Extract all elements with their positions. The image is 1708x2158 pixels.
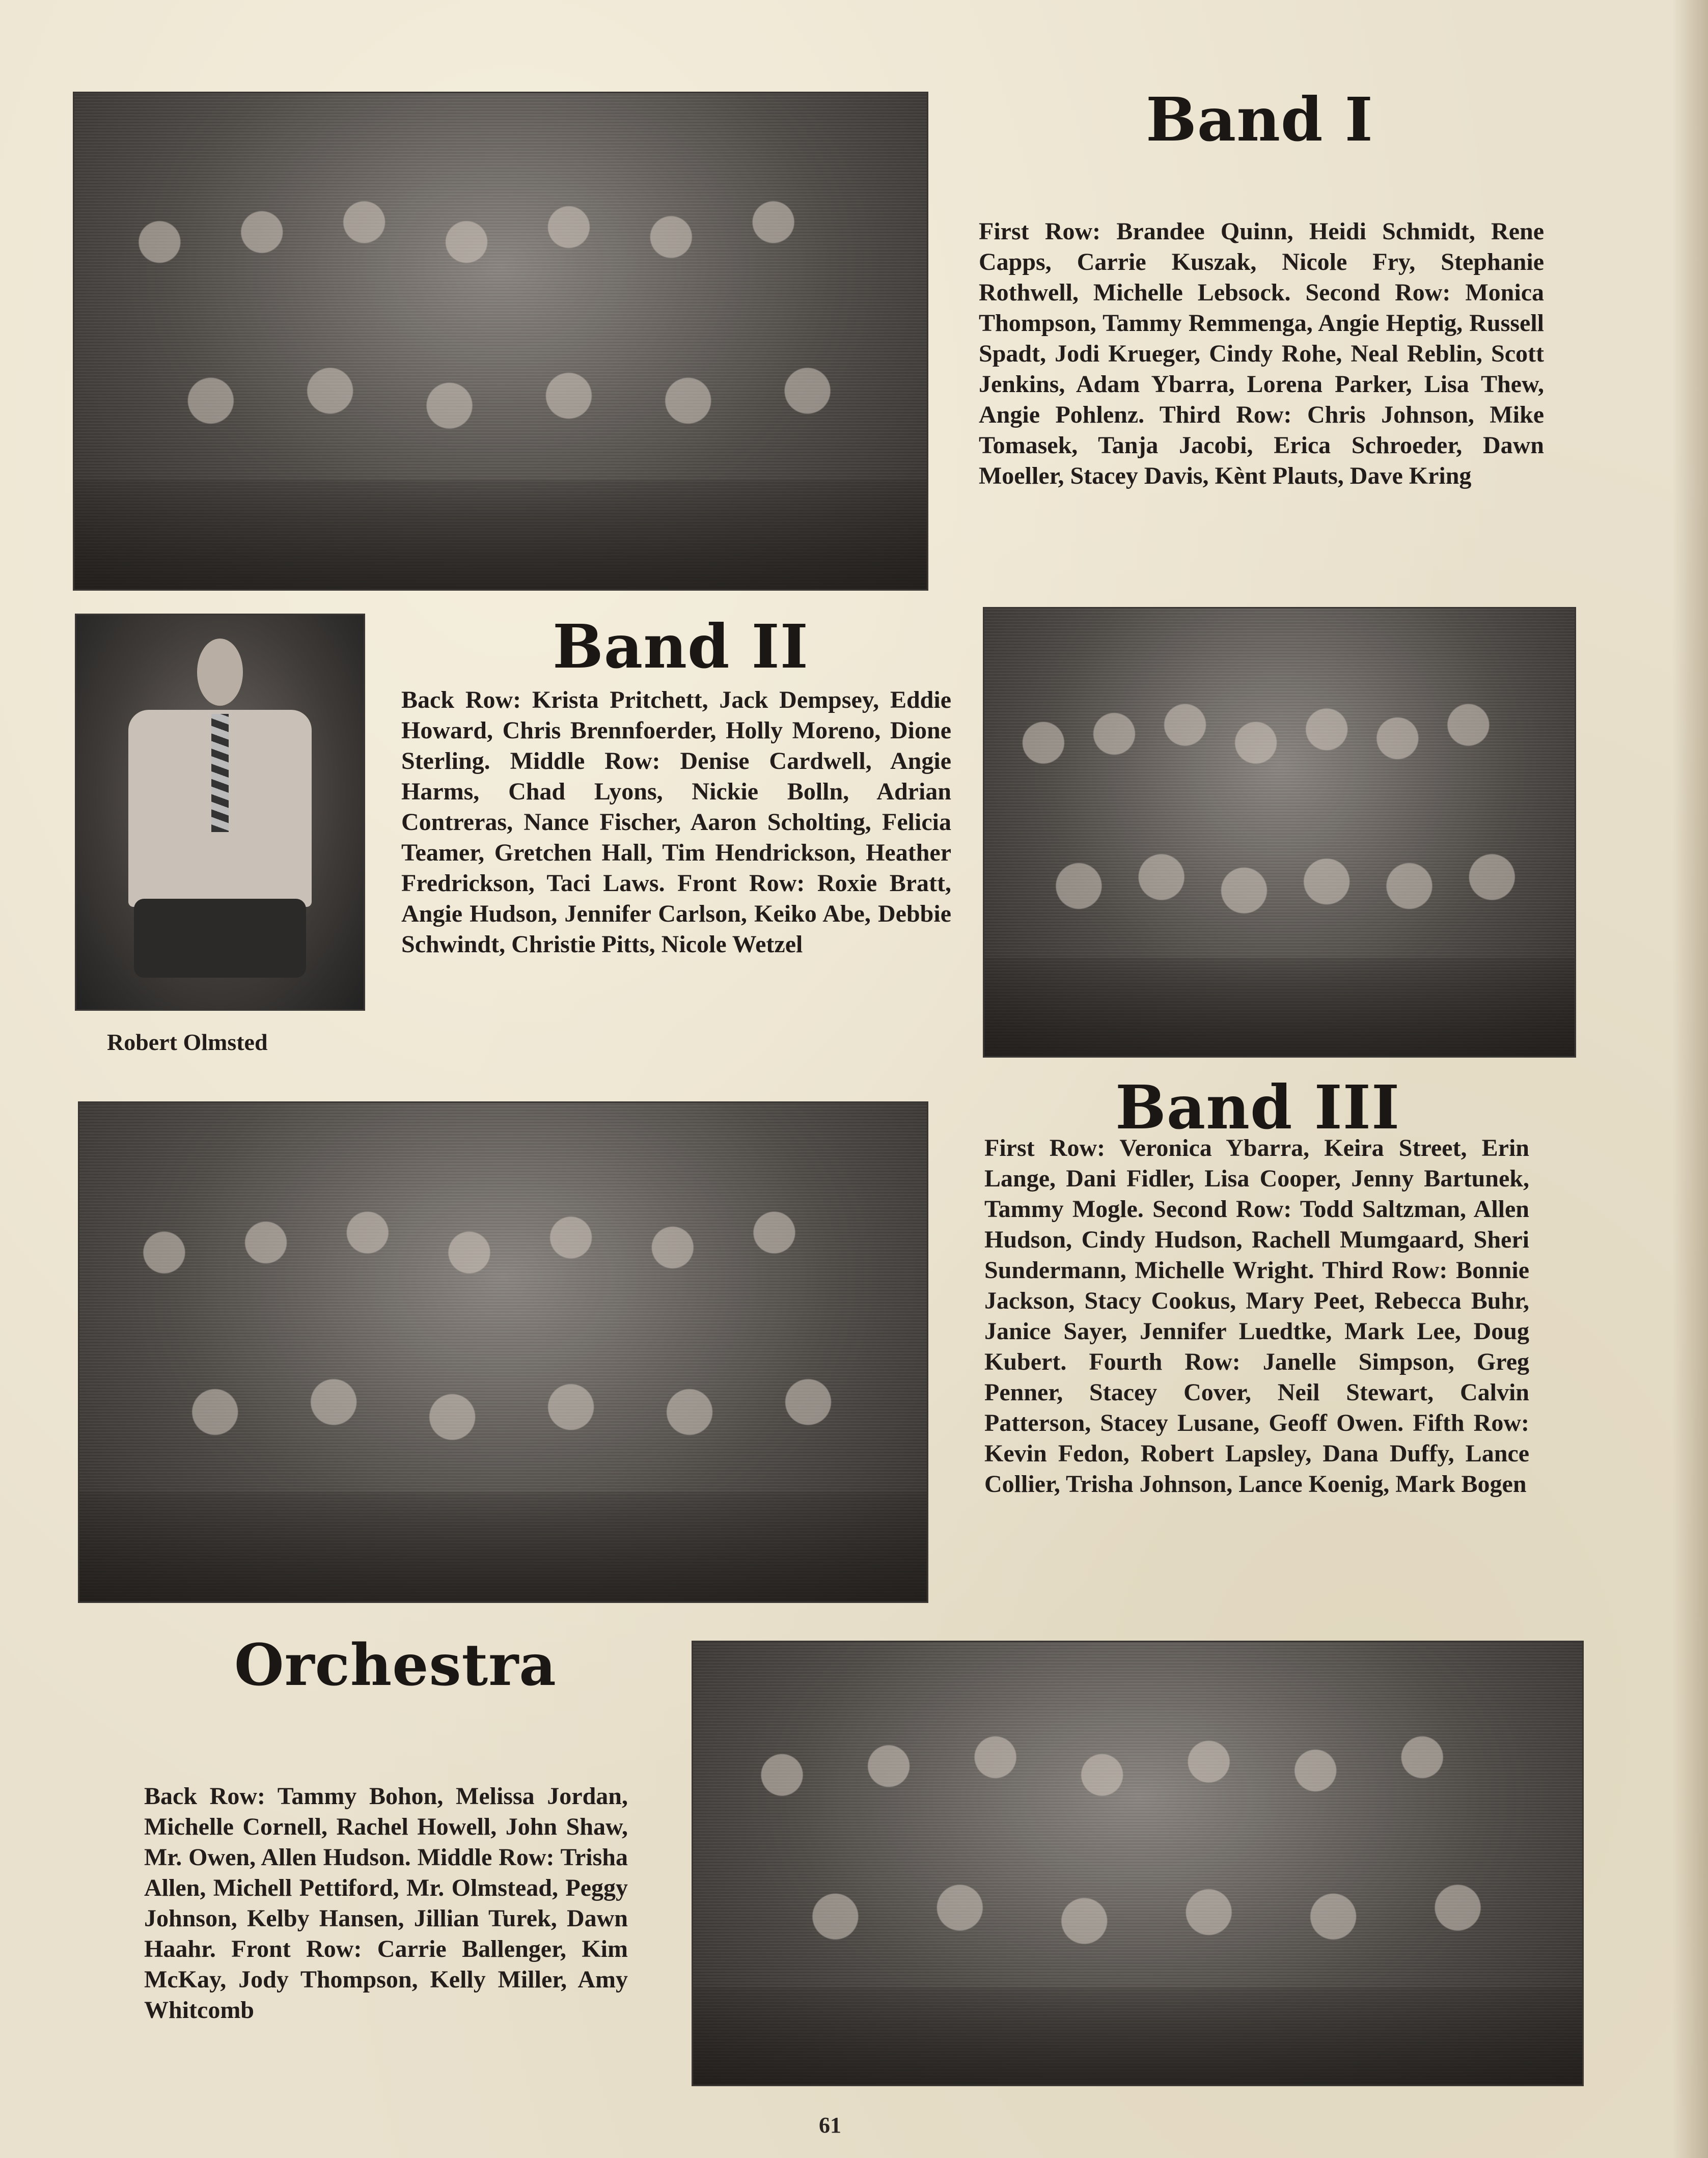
band2-title: Band II bbox=[553, 611, 809, 682]
orchestra-group-photo bbox=[692, 1641, 1584, 2086]
orchestra-title: Orchestra bbox=[234, 1632, 557, 1699]
director-name: Robert Olmsted bbox=[107, 1029, 268, 1055]
band3-group-photo bbox=[78, 1101, 928, 1603]
page-edge-shadow bbox=[1672, 0, 1708, 2158]
band1-caption: First Row: Brandee Quinn, Heidi Schmidt, Rene Capps, Carrie Kuszak, Nicole Fry, Stephanie Rothwell, Michelle Lebsock. Second Row: Monica Thompson, Tammy Remmenga, Angie Heptig, Russell Spadt, Jodi Krueger, Cindy Rohe, Neal Reblin, Scott Jenkins, Adam Ybarra, Lorena Parker, Lisa Thew, Angie Pohlenz. Third Row: Chris Johnson, Mike Tomasek, Tanja Jacobi, Erica Schroeder, Dawn Moeller, Stacey Davis, Kènt Plauts, Dave Kring bbox=[979, 218, 1544, 489]
portrait-tie bbox=[211, 714, 229, 832]
photo-floor bbox=[79, 1492, 927, 1601]
orchestra-caption: Back Row: Tammy Bohon, Melissa Jordan, Michelle Cornell, Rachel Howell, John Shaw, Mr. Owen, Allen Hudson. Middle Row: Trisha Allen, Michell Pettiford, Mr. Olmstead, Peggy Johnson, Kelby Hansen, Jillian Turek, Dawn Haahr. Front Row: Carrie Ballenger, Kim McKay, Jody Thompson, Kelly Miller, Amy Whitcomb bbox=[144, 1783, 628, 2024]
band2-group-photo bbox=[983, 607, 1576, 1058]
photo-floor bbox=[693, 1987, 1582, 2085]
director-portrait-photo bbox=[75, 614, 365, 1011]
band3-caption: First Row: Veronica Ybarra, Keira Street, Erin Lange, Dani Fidler, Lisa Cooper, Jenny Bartunek, Tammy Mogle. Second Row: Todd Saltzman, Allen Hudson, Cindy Hudson, Rachell Mumgaard, Sheri Sundermann, Michelle Wright. Third Row: Bonnie Jackson, Stacy Cookus, Mary Peet, Rebecca Buhr, Janice Sayer, Jennifer Luedtke, Mark Lee, Doug Kubert. Fourth Row: Janelle Simpson, Greg Penner, Stacey Cover, Neil Stewart, Calvin Patterson, Stacey Lusane, Geoff Owen. Fifth Row: Kevin Fedon, Robert Lapsley, Dana Duffy, Lance Collier, Trisha Johnson, Lance Koenig, Mark Bogen bbox=[984, 1135, 1529, 1498]
portrait-head bbox=[197, 639, 243, 706]
band2-caption: Back Row: Krista Pritchett, Jack Dempsey, Eddie Howard, Chris Brennfoerder, Holly Moreno, Dione Sterling. Middle Row: Denise Cardwell, Angie Harms, Chad Lyons, Nickie Bolln, Adrian Contreras, Nance Fischer, Aaron Scholting, Felicia Teamer, Gretchen Hall, Tim Hendrickson, Heather Fredrickson, Taci Laws. Front Row: Roxie Bratt, Angie Hudson, Jennifer Carlson, Keiko Abe, Debbie Schwindt, Christie Pitts, Nicole Wetzel bbox=[401, 686, 951, 958]
page-number: 61 bbox=[819, 2113, 841, 2138]
photo-floor bbox=[984, 958, 1575, 1056]
photo-floor bbox=[74, 480, 927, 589]
band1-title: Band I bbox=[1146, 84, 1373, 155]
band1-group-photo bbox=[73, 92, 928, 591]
portrait-legs bbox=[134, 899, 306, 978]
band3-title: Band III bbox=[1115, 1072, 1400, 1143]
